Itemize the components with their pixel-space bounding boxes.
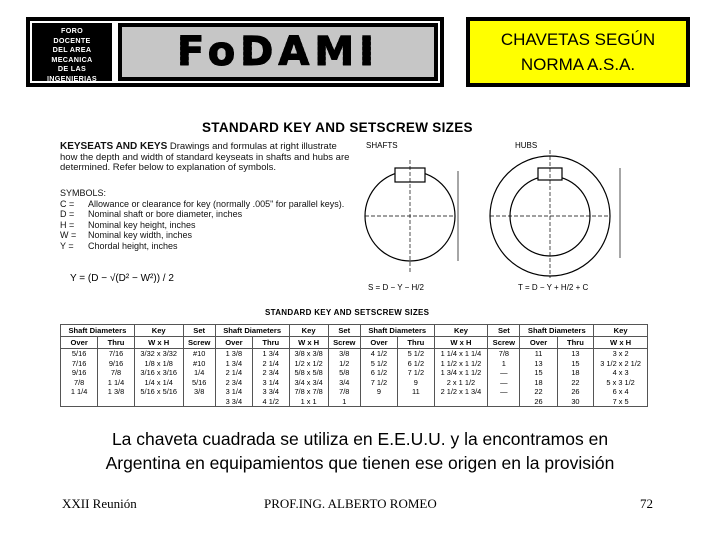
hub-drawing xyxy=(490,150,620,278)
logo-wordmark-box xyxy=(118,23,438,81)
standard-key-figure xyxy=(60,118,650,413)
table-cell: 5 1/2 xyxy=(360,359,397,369)
table-cell: — xyxy=(488,387,520,397)
logo-line: DE LAS xyxy=(57,64,87,74)
table-cell: 3/4 x 3/4 xyxy=(289,378,328,388)
table-cell: #10 xyxy=(183,349,215,359)
table-cell: 7/8 xyxy=(488,349,520,359)
table-cell xyxy=(360,397,397,407)
shaft-drawing xyxy=(365,160,458,273)
footer-author: PROF.ING. ALBERTO ROMEO xyxy=(264,496,437,511)
table-cell: 3/4 xyxy=(328,378,360,388)
symbol-row: C = Allowance or clearance for key (normally .005" for parallel keys). xyxy=(60,198,345,209)
table-cell: #10 xyxy=(183,359,215,369)
column-subheader: Screw xyxy=(183,337,215,349)
table-cell: 1/2 x 1/2 xyxy=(289,359,328,369)
table-cell: 7/16 xyxy=(61,359,98,369)
table-cell: 1 3/8 xyxy=(215,349,252,359)
table-cell: 3 1/4 xyxy=(215,387,252,397)
table-cell: 22 xyxy=(520,387,557,397)
table-cell: 22 xyxy=(557,378,594,388)
table-cell: 5/16 x 5/16 xyxy=(134,387,183,397)
table-cell: 3/8 xyxy=(183,387,215,397)
table-cell: 4 x 3 xyxy=(594,368,648,378)
logo-line: DOCENTE xyxy=(53,35,91,45)
shaft-hub-diagram xyxy=(350,138,650,298)
table-cell: 3/8 x 3/8 xyxy=(289,349,328,359)
table-cell: 1 x 1 xyxy=(289,397,328,407)
shaft-formula: S = D − Y − H/2 xyxy=(368,283,424,292)
hub-formula: T = D − Y + H/2 + C xyxy=(518,283,589,292)
slide-caption xyxy=(0,427,720,475)
table-cell: 1/4 x 1/4 xyxy=(134,378,183,388)
shafts-label: SHAFTS xyxy=(366,141,398,150)
figure-title: STANDARD KEY AND SETSCREW SIZES xyxy=(202,120,473,135)
table-cell: 11 xyxy=(398,387,435,397)
table-cell: 30 xyxy=(557,397,594,407)
table-subheader-row xyxy=(61,337,648,349)
table-cell: 7/8 xyxy=(98,368,135,378)
logo-line: DEL AREA xyxy=(52,45,92,55)
column-header: Key xyxy=(434,325,488,337)
table-cell: 5/16 xyxy=(61,349,98,359)
column-subheader: W x H xyxy=(134,337,183,349)
column-subheader: Screw xyxy=(488,337,520,349)
logo-line: MECANICA xyxy=(51,54,93,64)
logo-line: FORO xyxy=(61,26,83,35)
table-cell: 7/16 xyxy=(98,349,135,359)
keyseats-description xyxy=(60,142,350,174)
caption-line-1: La chaveta cuadrada se utiliza en E.E.U.U. y la encontramos en xyxy=(111,429,609,449)
footer-event: XXII Reunión xyxy=(62,496,137,511)
table-row xyxy=(61,378,648,388)
title-line-2: NORMA A.S.A. xyxy=(520,55,636,74)
table-cell: 7/8 xyxy=(328,387,360,397)
table-cell: 6 x 4 xyxy=(594,387,648,397)
logo-wordmark: FoDAMI xyxy=(176,29,380,75)
table-cell: 5 x 3 1/2 xyxy=(594,378,648,388)
table-cell: 1 xyxy=(328,397,360,407)
table-cell: 1 3/4 xyxy=(215,359,252,369)
column-subheader: Thru xyxy=(398,337,435,349)
keyseats-heading: KEYSEATS AND KEYS xyxy=(60,141,168,152)
table-cell: 1/4 xyxy=(183,368,215,378)
column-subheader: Over xyxy=(215,337,252,349)
table-cell: 7/8 x 7/8 xyxy=(289,387,328,397)
column-subheader: Thru xyxy=(98,337,135,349)
table-cell: 4 1/2 xyxy=(253,397,290,407)
table-cell: 1 1/2 x 1 1/2 xyxy=(434,359,488,369)
slide-title-box xyxy=(466,17,690,87)
table-cell: 4 1/2 xyxy=(360,349,397,359)
column-subheader: Over xyxy=(360,337,397,349)
keyseats-text: Drawings and formulas at right illustrate how the depth and width of standard keyseats in shafts and hubs are determined. Refer below to explanation of symbols. xyxy=(60,141,350,173)
table-cell: 6 1/2 xyxy=(398,359,435,369)
symbol-row: D = Nominal shaft or bore diameter, inches xyxy=(60,209,243,219)
table-cell: 18 xyxy=(557,368,594,378)
table-cell: 7/8 xyxy=(61,378,98,388)
hubs-label: HUBS xyxy=(515,141,538,150)
table-cell: 13 xyxy=(520,359,557,369)
table-cell: 1 3/4 x 1 1/2 xyxy=(434,368,488,378)
table-cell: 2 1/2 x 1 3/4 xyxy=(434,387,488,397)
table-cell: 5/8 x 5/8 xyxy=(289,368,328,378)
table-cell: 11 xyxy=(520,349,557,359)
table-cell xyxy=(98,397,135,407)
column-subheader: Over xyxy=(61,337,98,349)
table-cell: 1/8 x 1/8 xyxy=(134,359,183,369)
column-subheader: W x H xyxy=(594,337,648,349)
logo-line: INGENIERIAS xyxy=(46,73,98,83)
symbols-list xyxy=(60,188,350,251)
symbol-row: Y = Chordal height, inches xyxy=(60,240,178,251)
table-cell: — xyxy=(488,378,520,388)
table-cell: 7 x 5 xyxy=(594,397,648,407)
column-header: Set xyxy=(488,325,520,337)
column-subheader: Screw xyxy=(328,337,360,349)
table-cell: — xyxy=(488,368,520,378)
table-cell: 1 3/8 xyxy=(98,387,135,397)
table-cell: 3 3/4 xyxy=(215,397,252,407)
table-cell: 9/16 xyxy=(98,359,135,369)
table-cell: 2 x 1 1/2 xyxy=(434,378,488,388)
table-cell: 15 xyxy=(520,368,557,378)
column-header: Shaft Diameters xyxy=(360,325,434,337)
table-cell: 9 xyxy=(398,378,435,388)
table-row xyxy=(61,359,648,369)
table-row xyxy=(61,387,648,397)
title-line-1: CHAVETAS SEGÚN xyxy=(500,30,656,49)
table-cell: 1 1/4 xyxy=(98,378,135,388)
table-cell: 3 1/4 xyxy=(253,378,290,388)
table-row xyxy=(61,349,648,359)
caption-line-2: Argentina en equipamientos que tienen ese origen en la provisión xyxy=(105,453,615,473)
table-cell xyxy=(134,397,183,407)
table-cell: 13 xyxy=(557,349,594,359)
table-cell: 3/32 x 3/32 xyxy=(134,349,183,359)
table-cell: 5/8 xyxy=(328,368,360,378)
table-cell: 1 1/4 x 1 1/4 xyxy=(434,349,488,359)
logo-wordmark-background xyxy=(122,27,434,77)
symbol-row: W = Nominal key width, inches xyxy=(60,230,193,240)
table-cell: 1 3/4 xyxy=(253,349,290,359)
table-cell: 1 1/4 xyxy=(61,387,98,397)
column-header: Key xyxy=(289,325,328,337)
table-cell: 2 3/4 xyxy=(215,378,252,388)
column-subheader: Thru xyxy=(253,337,290,349)
table-cell: 26 xyxy=(557,387,594,397)
column-subheader: W x H xyxy=(434,337,488,349)
table-cell: 7 1/2 xyxy=(360,378,397,388)
table-cell: 1 xyxy=(488,359,520,369)
table-cell: 15 xyxy=(557,359,594,369)
table-cell: 3/16 x 3/16 xyxy=(134,368,183,378)
table-cell: 5/16 xyxy=(183,378,215,388)
table-cell: 9/16 xyxy=(61,368,98,378)
logo-forum-text xyxy=(32,23,112,81)
table-cell: 18 xyxy=(520,378,557,388)
logo-frame xyxy=(30,21,440,83)
table-cell: 2 1/4 xyxy=(253,359,290,369)
table-row xyxy=(61,397,648,407)
table-cell: 9 xyxy=(360,387,397,397)
column-subheader: Thru xyxy=(557,337,594,349)
column-subheader: W x H xyxy=(289,337,328,349)
column-header: Shaft Diameters xyxy=(61,325,135,337)
fodami-logo xyxy=(26,17,444,87)
page-number: 72 xyxy=(640,496,653,511)
table-cell: 7 1/2 xyxy=(398,368,435,378)
table-cell xyxy=(183,397,215,407)
column-header: Key xyxy=(594,325,648,337)
column-header: Shaft Diameters xyxy=(520,325,594,337)
table-cell: 3 x 2 xyxy=(594,349,648,359)
symbols-heading: SYMBOLS: xyxy=(60,188,107,198)
chordal-height-formula: Y = (D − √(D² − W²)) / 2 xyxy=(70,273,174,284)
column-header: Key xyxy=(134,325,183,337)
table-cell xyxy=(398,397,435,407)
table-cell xyxy=(488,397,520,407)
table-cell: 1/2 xyxy=(328,359,360,369)
symbol-row: H = Nominal key height, inches xyxy=(60,219,196,230)
table-row xyxy=(61,368,648,378)
key-size-table xyxy=(60,324,648,407)
table-cell: 5 1/2 xyxy=(398,349,435,359)
table-cell: 2 1/4 xyxy=(215,368,252,378)
column-header: Set xyxy=(328,325,360,337)
table-title: STANDARD KEY AND SETSCREW SIZES xyxy=(265,308,430,317)
column-header: Set xyxy=(183,325,215,337)
table-cell: 2 3/4 xyxy=(253,368,290,378)
column-header: Shaft Diameters xyxy=(215,325,289,337)
table-header-row xyxy=(61,325,648,337)
slide-title xyxy=(470,21,686,83)
table-cell: 26 xyxy=(520,397,557,407)
column-subheader: Over xyxy=(520,337,557,349)
table-cell: 3 3/4 xyxy=(253,387,290,397)
table-cell: 3 1/2 x 2 1/2 xyxy=(594,359,648,369)
table-cell xyxy=(61,397,98,407)
table-cell xyxy=(434,397,488,407)
table-cell: 3/8 xyxy=(328,349,360,359)
table-cell: 6 1/2 xyxy=(360,368,397,378)
